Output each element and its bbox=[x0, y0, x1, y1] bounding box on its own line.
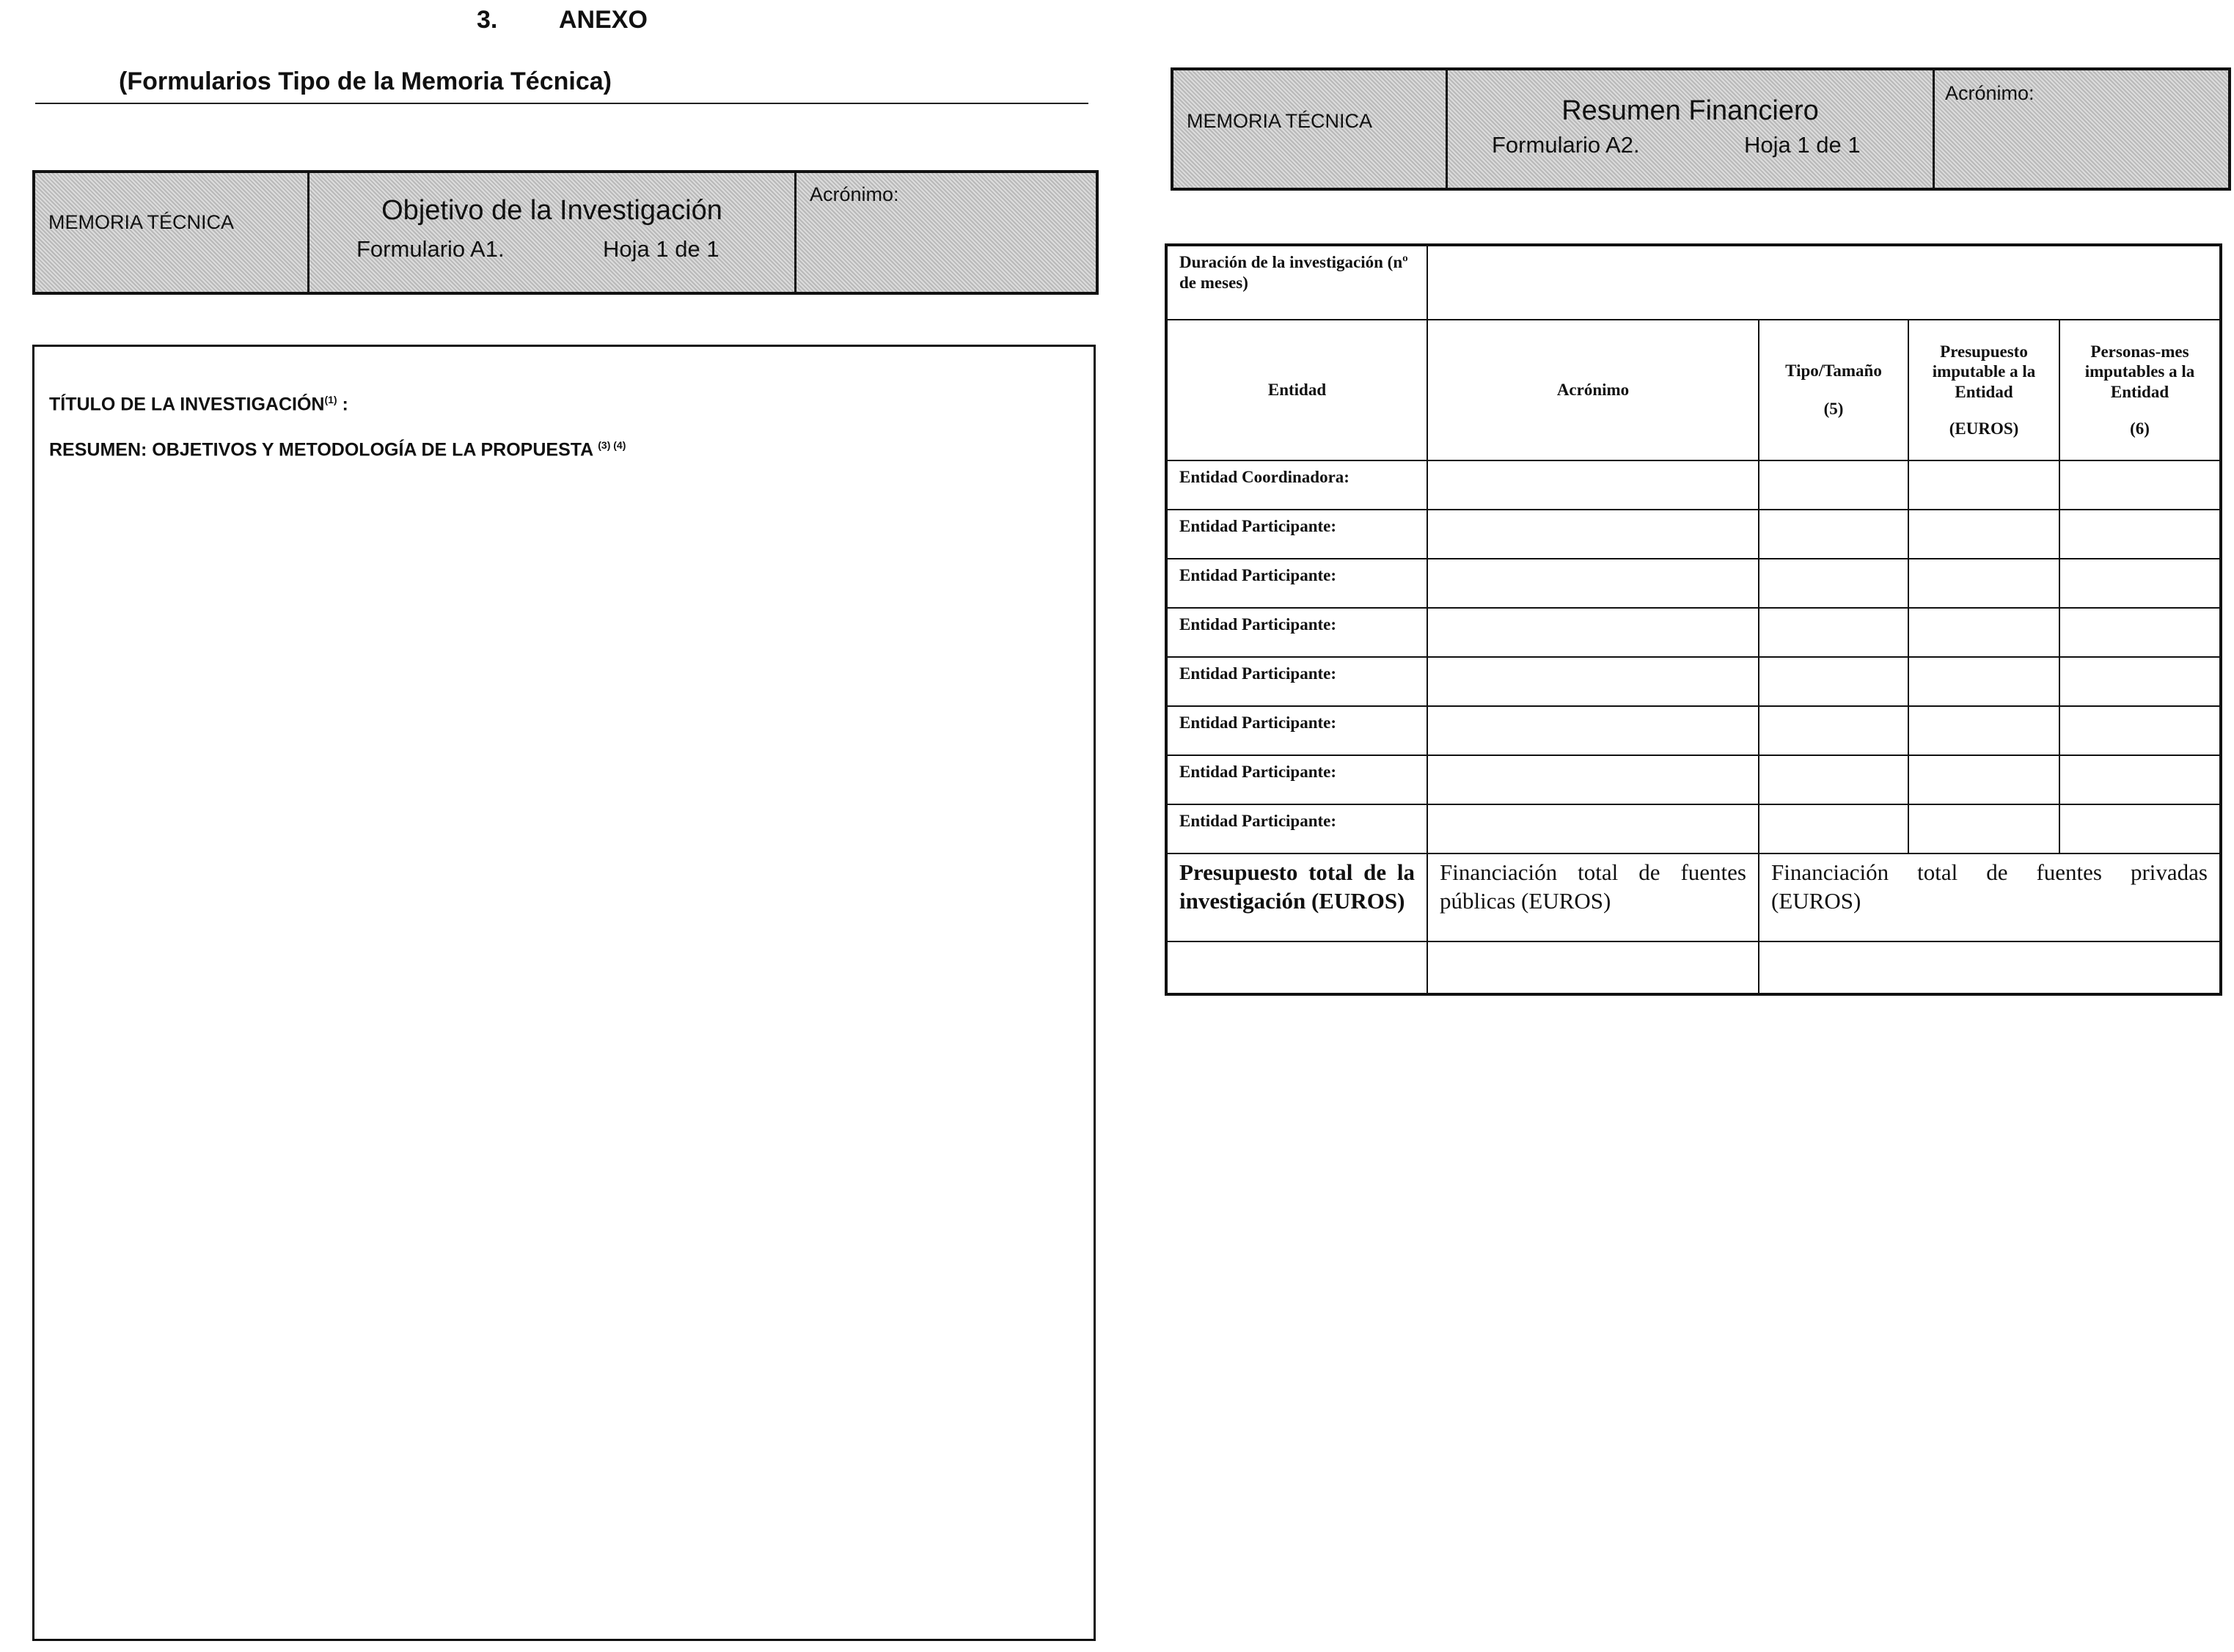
person-months-input[interactable] bbox=[2059, 559, 2221, 608]
acronym-label: Acrónimo: bbox=[1945, 82, 2035, 104]
type-size-input[interactable] bbox=[1759, 608, 1908, 657]
row-label: Entidad Participante: bbox=[1166, 657, 1427, 706]
person-months-input[interactable] bbox=[2059, 460, 2221, 510]
type-size-input[interactable] bbox=[1759, 510, 1908, 559]
budget-input[interactable] bbox=[1908, 608, 2059, 657]
row-label: Entidad Coordinadora: bbox=[1166, 460, 1427, 510]
person-months-input[interactable] bbox=[2059, 608, 2221, 657]
person-months-input[interactable] bbox=[2059, 706, 2221, 755]
col-type-size-text: Tipo/Tamaño bbox=[1785, 361, 1882, 381]
totals-label-row bbox=[1166, 853, 2221, 941]
summary-field-note: (3) (4) bbox=[598, 439, 626, 451]
row-label: Entidad Participante: bbox=[1166, 755, 1427, 804]
row-label: Entidad Participante: bbox=[1166, 559, 1427, 608]
summary-field-label bbox=[49, 439, 626, 460]
duration-input[interactable] bbox=[1427, 245, 2221, 320]
section-subtitle: (Formularios Tipo de la Memoria Técnica) bbox=[119, 67, 612, 95]
person-months-input[interactable] bbox=[2059, 804, 2221, 853]
duration-row bbox=[1166, 245, 2221, 320]
title-field-text: TÍTULO DE LA INVESTIGACIÓN bbox=[49, 394, 325, 415]
budget-input[interactable] bbox=[1908, 460, 2059, 510]
private-funding-label: Financiación total de fuentes privadas (EUROS) bbox=[1759, 853, 2221, 941]
type-size-input[interactable] bbox=[1759, 559, 1908, 608]
type-size-input[interactable] bbox=[1759, 460, 1908, 510]
total-budget-input[interactable] bbox=[1166, 941, 1427, 994]
type-size-input[interactable] bbox=[1759, 755, 1908, 804]
row-label: Entidad Participante: bbox=[1166, 706, 1427, 755]
title-cell bbox=[1448, 70, 1935, 188]
person-months-input[interactable] bbox=[2059, 657, 2221, 706]
type-size-input[interactable] bbox=[1759, 804, 1908, 853]
person-months-input[interactable] bbox=[2059, 510, 2221, 559]
memo-cell bbox=[35, 173, 310, 292]
sheet-number: Hoja 1 de 1 bbox=[1744, 132, 1861, 158]
budget-input[interactable] bbox=[1908, 706, 2059, 755]
form-title: Resumen Financiero bbox=[1561, 95, 1819, 126]
table-row bbox=[1166, 657, 2221, 706]
table-row bbox=[1166, 706, 2221, 755]
title-cell bbox=[310, 173, 796, 292]
private-funding-input[interactable] bbox=[1759, 941, 2221, 994]
section-title: ANEXO bbox=[559, 6, 648, 34]
col-type-size bbox=[1759, 320, 1908, 460]
col-person-months-note: (6) bbox=[2130, 419, 2150, 438]
totals-value-row bbox=[1166, 941, 2221, 994]
acronym-input[interactable] bbox=[1427, 460, 1759, 510]
title-field-label bbox=[49, 394, 348, 415]
col-budget-unit: (EUROS) bbox=[1949, 419, 2019, 438]
acronym-input[interactable] bbox=[1427, 559, 1759, 608]
table-row bbox=[1166, 460, 2221, 510]
acronym-label: Acrónimo: bbox=[810, 183, 899, 205]
form-a1-body bbox=[32, 345, 1096, 1641]
budget-input[interactable] bbox=[1908, 657, 2059, 706]
acronym-input[interactable] bbox=[1427, 510, 1759, 559]
acronym-input[interactable] bbox=[1427, 657, 1759, 706]
table-row bbox=[1166, 755, 2221, 804]
acronym-cell bbox=[1935, 70, 2228, 188]
column-header-row bbox=[1166, 320, 2221, 460]
acronym-input[interactable] bbox=[1427, 706, 1759, 755]
public-funding-input[interactable] bbox=[1427, 941, 1759, 994]
budget-input[interactable] bbox=[1908, 755, 2059, 804]
form-a1-header bbox=[32, 170, 1099, 295]
person-months-input[interactable] bbox=[2059, 755, 2221, 804]
table-row bbox=[1166, 559, 2221, 608]
form-number: Formulario A1. bbox=[356, 236, 505, 262]
type-size-input[interactable] bbox=[1759, 706, 1908, 755]
form-title: Objetivo de la Investigación bbox=[381, 195, 722, 226]
row-label: Entidad Participante: bbox=[1166, 608, 1427, 657]
type-size-input[interactable] bbox=[1759, 657, 1908, 706]
memo-label: MEMORIA TÉCNICA bbox=[1187, 110, 1373, 132]
acronym-input[interactable] bbox=[1427, 608, 1759, 657]
total-budget-label: Presupuesto total de la investigación (EUROS) bbox=[1166, 853, 1427, 941]
col-entity: Entidad bbox=[1166, 320, 1427, 460]
sheet-number: Hoja 1 de 1 bbox=[603, 236, 719, 262]
memo-label: MEMORIA TÉCNICA bbox=[48, 211, 235, 233]
section-number: 3. bbox=[477, 6, 498, 34]
financial-summary-table bbox=[1165, 243, 2222, 996]
row-label: Entidad Participante: bbox=[1166, 804, 1427, 853]
budget-input[interactable] bbox=[1908, 510, 2059, 559]
col-budget-text: Presupuesto imputable a la Entidad bbox=[1932, 342, 2036, 401]
col-person-months-text: Personas-mes imputables a la Entidad bbox=[2084, 342, 2195, 401]
form-a2-header bbox=[1171, 67, 2231, 191]
table-row bbox=[1166, 804, 2221, 853]
public-funding-label: Financiación total de fuentes públicas (EUROS) bbox=[1427, 853, 1759, 941]
title-field-note: (1) bbox=[324, 394, 337, 405]
summary-field-text: RESUMEN: OBJETIVOS Y METODOLOGÍA DE LA PROPUESTA bbox=[49, 439, 593, 460]
acronym-cell bbox=[796, 173, 1096, 292]
form-number: Formulario A2. bbox=[1492, 132, 1640, 158]
duration-label: Duración de la investigación (nº de meses) bbox=[1166, 245, 1427, 320]
table-row bbox=[1166, 608, 2221, 657]
budget-input[interactable] bbox=[1908, 804, 2059, 853]
memo-cell bbox=[1173, 70, 1448, 188]
col-type-size-note: (5) bbox=[1823, 400, 1844, 418]
row-label: Entidad Participante: bbox=[1166, 510, 1427, 559]
budget-input[interactable] bbox=[1908, 559, 2059, 608]
heading-rule bbox=[35, 103, 1088, 104]
col-acronym: Acrónimo bbox=[1427, 320, 1759, 460]
table-row bbox=[1166, 510, 2221, 559]
acronym-input[interactable] bbox=[1427, 804, 1759, 853]
title-field-colon: : bbox=[342, 394, 348, 415]
col-person-months bbox=[2059, 320, 2221, 460]
acronym-input[interactable] bbox=[1427, 755, 1759, 804]
col-budget bbox=[1908, 320, 2059, 460]
